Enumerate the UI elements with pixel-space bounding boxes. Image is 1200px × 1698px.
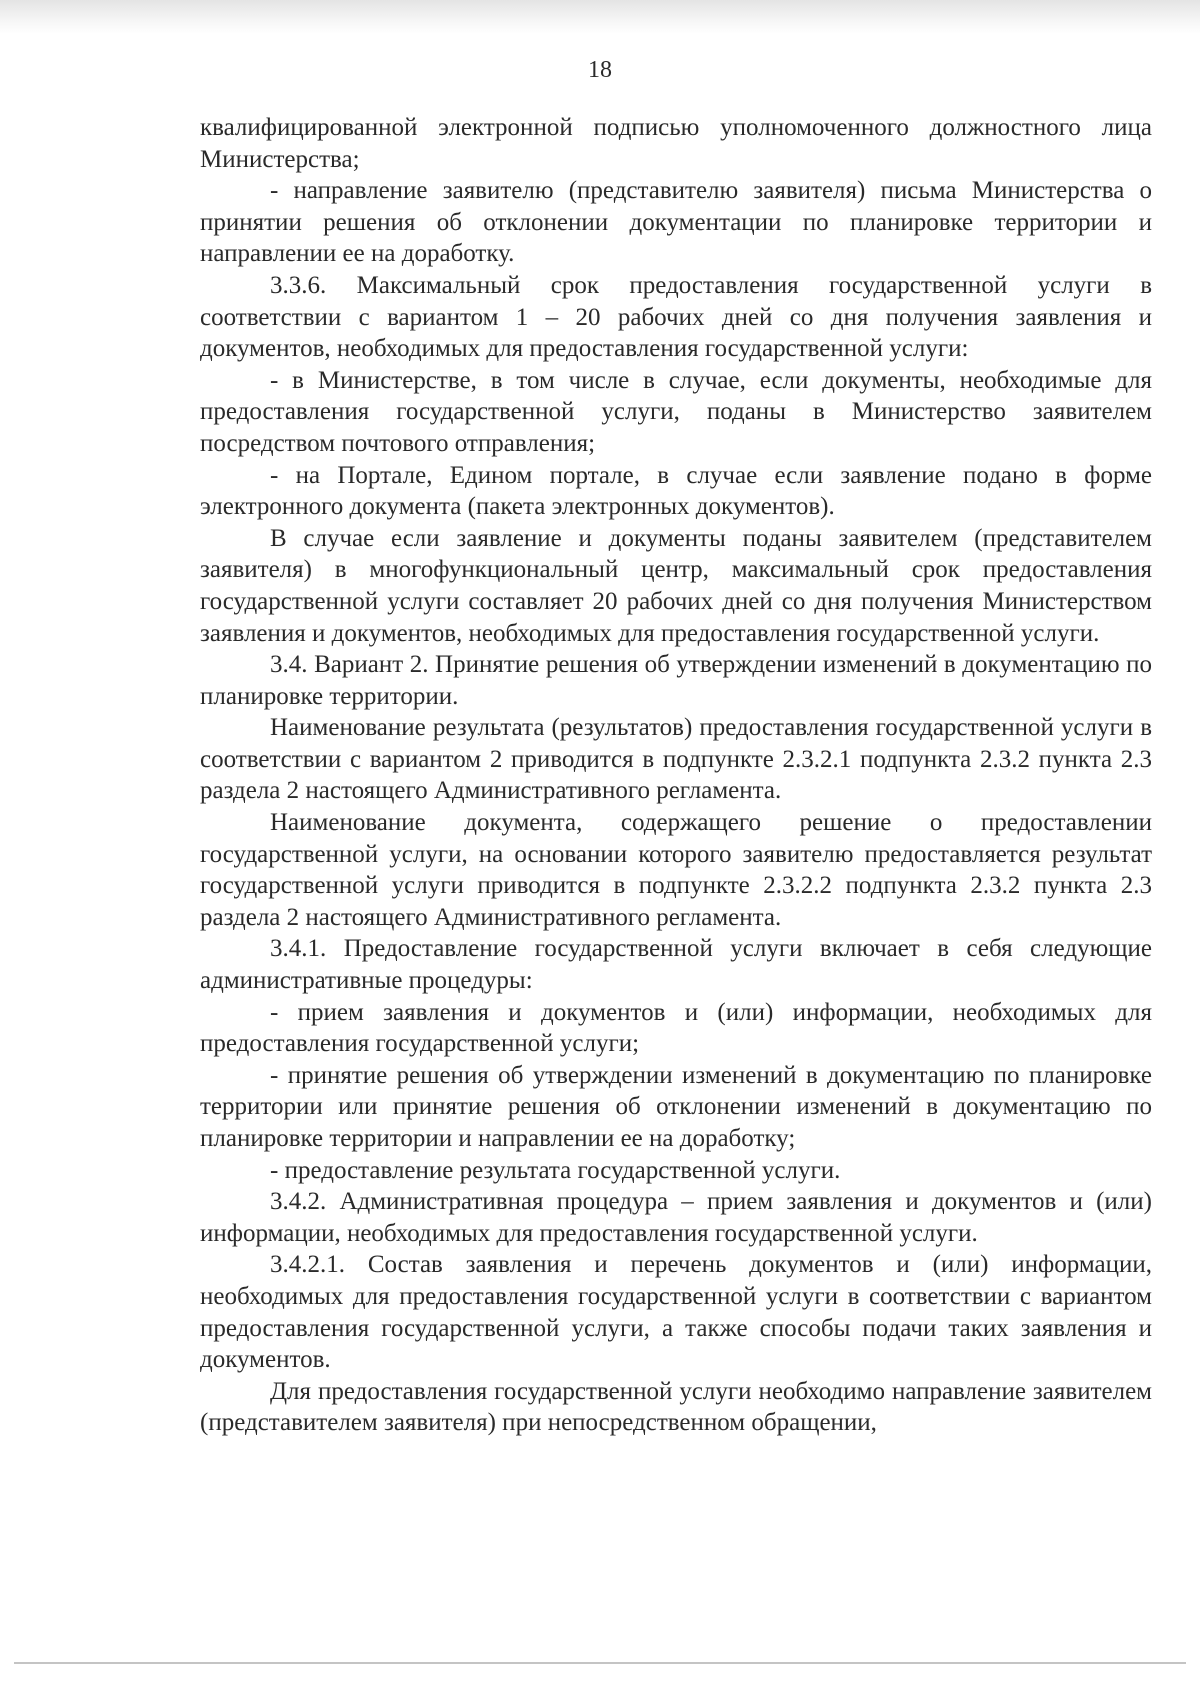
paragraph-list-item: - принятие решения об утверждении изменений в документацию по планировке территории или принятие решения об отклонении изменений в документацию по планировке территории и направлении ее на доработку;: [200, 1061, 1152, 1152]
page-number: 18: [588, 57, 612, 83]
paragraph-continuation: квалифицированной электронной подписью уполномоченного должностного лица Министерства;: [200, 114, 1152, 173]
paragraph-list-item: - в Министерстве, в том числе в случае, если документы, необходимые для предоставления государственной услуги, поданы в Министерство заявителем посредством почтового отправления;: [200, 366, 1152, 457]
paragraph: Для предоставления государственной услуги необходимо направление заявителем (представителем заявителя) при непосредственном обращении,: [200, 1377, 1152, 1437]
paragraph-list-item: - предоставление результата государственной услуги.: [270, 1156, 841, 1184]
paragraph: В случае если заявление и документы поданы заявителем (представителем заявителя) в многофункциональный центр, максимальный срок предоставления государственной услуги составляет 20 рабочих дней со дня получения Министерством заявления и документов, необходимых для предоставления государственной услуги.: [200, 524, 1152, 647]
paragraph-3-4: 3.4. Вариант 2. Принятие решения об утверждении изменений в документацию по планировке территории.: [200, 651, 1152, 710]
document-body: [200, 112, 1152, 1439]
paragraph-list-item: - направление заявителю (представителю заявителя) письма Министерства о принятии решения об отклонении документации по планировке территории и направлении ее на доработку.: [200, 177, 1152, 268]
paragraph-3-4-1: 3.4.1. Предоставление государственной услуги включает в себя следующие административные процедуры:: [200, 935, 1152, 995]
paragraph-3-4-2-1: 3.4.2.1. Состав заявления и перечень документов и (или) информации, необходимых для предоставления государственной услуги в соответствии с вариантом предоставления государственной услуги, а также способы подачи таких заявления и документов.: [200, 1251, 1152, 1374]
paragraph: Наименование результата (результатов) предоставления государственной услуги в соответствии с вариантом 2 приводится в подпункте 2.3.2.1 подпункта 2.3.2 пункта 2.3 раздела 2 настоящего Административного регламента.: [200, 714, 1152, 805]
paragraph-3-4-2: 3.4.2. Административная процедура – прием заявления и документов и (или) информации, необходимых для предоставления государственной услуги.: [200, 1188, 1152, 1247]
bottom-divider: [14, 1662, 1186, 1664]
scan-top-shading: [0, 0, 1200, 34]
paragraph-3-3-6: 3.3.6. Максимальный срок предоставления государственной услуги в соответствии с вариантом 1 – 20 рабочих дней со дня получения заявления и документов, необходимых для предоставления государственной услуги:: [200, 271, 1152, 363]
paragraph-list-item: - прием заявления и документов и (или) информации, необходимых для предоставления государственной услуги;: [200, 998, 1152, 1058]
paragraph-list-item: - на Портале, Едином портале, в случае если заявление подано в форме электронного документа (пакета электронных документов).: [200, 461, 1152, 521]
paragraph: Наименование документа, содержащего решение о предоставлении государственной услуги, на основании которого заявителю предоставляется результат государственной услуги приводится в подпункте 2.3.2.2 подпункта 2.3.2 пункта 2.3 раздела 2 настоящего Административного регламента.: [200, 809, 1152, 931]
